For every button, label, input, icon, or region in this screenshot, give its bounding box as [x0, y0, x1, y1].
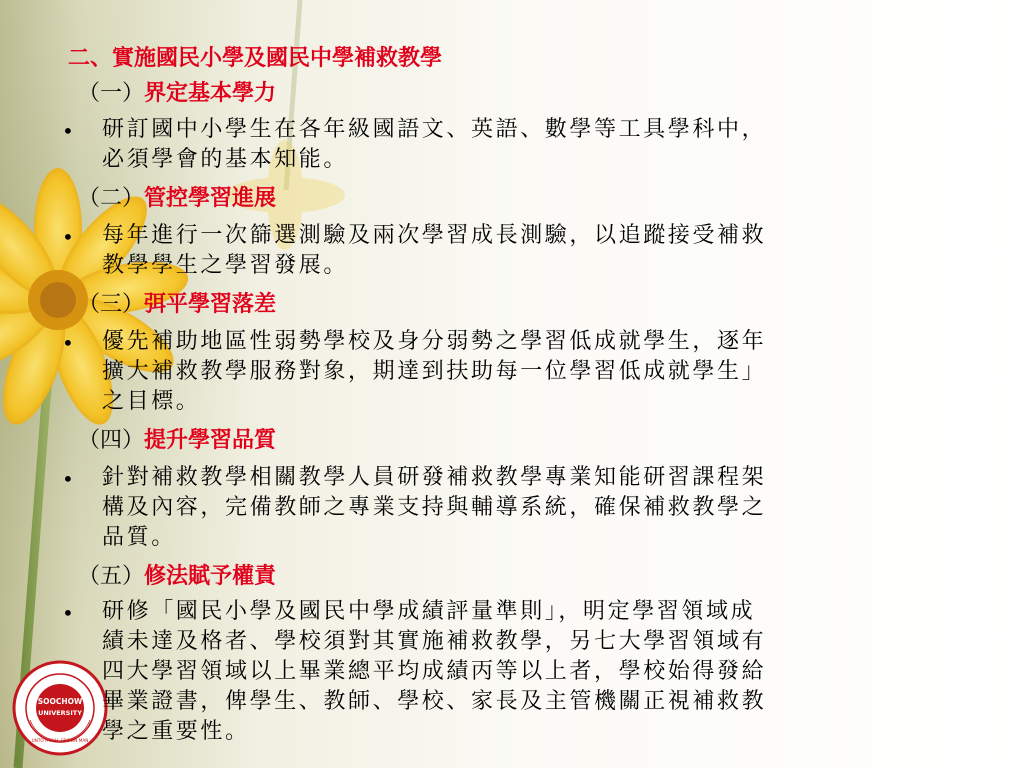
- seal-text-top: SOOCHOW: [37, 697, 83, 706]
- section-heading-1: [78, 80, 276, 107]
- section-number: （四）: [78, 428, 145, 453]
- bullet-text-line: 構及內容，完備教師之專業支持與輔導系統，確保補救教學之: [102, 495, 767, 520]
- bullet-text-line: 畢業證書，俾學生、教師、學校、家長及主管機關正視補救教: [102, 689, 767, 714]
- bullet-text-line: 學之重要性。: [102, 719, 250, 744]
- section-title: 提升學習品質: [144, 427, 277, 453]
- section-number: （三）: [78, 292, 145, 317]
- seal-text-bottom: UNIVERSITY: [38, 709, 82, 717]
- section-number: （一）: [78, 81, 145, 106]
- section-title: 管控學習進展: [144, 185, 277, 211]
- bullet-text-line: 績未達及格者、學校須對其實施補救教學，另七大學習領域有: [102, 629, 767, 654]
- bullet-text-line: 教學學生之學習發展。: [102, 253, 349, 278]
- bullet-text-line: 優先補助地區性弱勢學校及身分弱勢之學習低成就學生，逐年: [102, 329, 767, 354]
- seal-motto-text: UNTO A FULL GROWN MAN: [31, 738, 89, 743]
- section-heading-4: [78, 427, 276, 454]
- section-heading-3: [78, 291, 276, 318]
- section-number: （二）: [78, 186, 145, 211]
- section-number: （五）: [78, 564, 145, 589]
- section-title: 界定基本學力: [144, 80, 277, 106]
- section-heading-2: [78, 185, 276, 212]
- bullet-text-line: 針對補救教學相關教學人員研發補救教學專業知能研習課程架: [102, 465, 767, 490]
- bullet-dot: •: [62, 467, 74, 491]
- bullet-text-line: 之目標。: [102, 389, 201, 414]
- bullet-dot: •: [62, 225, 74, 249]
- bullet-text-line: 研訂國中小學生在各年級國語文、英語、數學等工具學科中，: [102, 117, 767, 142]
- bullet-text-line: 四大學習領域以上畢業總平均成績丙等以上者，學校始得發給: [102, 659, 767, 684]
- bullet-dot: •: [62, 331, 74, 355]
- section-title: 弭平學習落差: [144, 291, 277, 317]
- slide-title: 二、實施國民小學及國民中學補救教學: [68, 45, 443, 71]
- section-heading-5: [78, 563, 276, 590]
- bullet-text-line: 每年進行一次篩選測驗及兩次學習成長測驗，以追蹤接受補救: [102, 223, 767, 248]
- bullet-text-line: 必須學會的基本知能。: [102, 147, 349, 172]
- section-title: 修法賦予權責: [144, 563, 277, 589]
- bullet-text-line: 擴大補救教學服務對象，期達到扶助每一位學習低成就學生」: [102, 359, 767, 384]
- bullet-text-line: 研修「國民小學及國民中學成績評量準則」，明定學習領域成: [102, 599, 756, 624]
- bullet-text-line: 品質。: [102, 525, 176, 550]
- bullet-dot: •: [62, 119, 74, 143]
- bullet-dot: •: [62, 601, 74, 625]
